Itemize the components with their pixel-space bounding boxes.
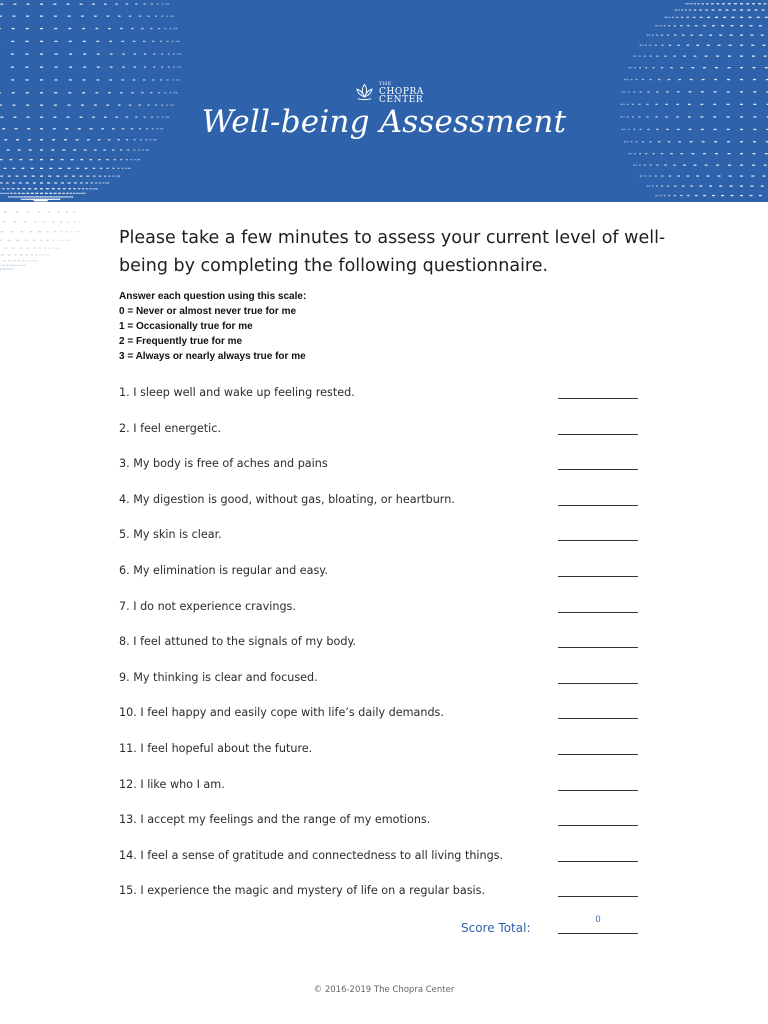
header-banner xyxy=(0,0,768,202)
chopra-center-logo xyxy=(354,80,424,104)
answer-blank[interactable] xyxy=(558,647,638,648)
scale-item-3: 3 = Always or nearly always true for me xyxy=(119,351,306,362)
question-row xyxy=(119,883,639,903)
answer-blank[interactable] xyxy=(558,540,638,541)
scale-item-1: 1 = Occasionally true for me xyxy=(119,321,253,332)
answer-blank[interactable] xyxy=(558,505,638,506)
answer-blank[interactable] xyxy=(558,398,638,399)
answer-blank[interactable] xyxy=(558,683,638,684)
answer-blank[interactable] xyxy=(558,718,638,719)
answer-blank[interactable] xyxy=(558,469,638,470)
question-text: 15. I experience the magic and mystery of life on a regular basis. xyxy=(119,884,486,898)
score-total-line xyxy=(558,933,638,934)
intro-text: Please take a few minutes to assess your current level of well-being by completing the following questionnaire. xyxy=(119,228,666,276)
question-row xyxy=(119,848,639,868)
question-row xyxy=(119,456,639,476)
question-text: 2. I feel energetic. xyxy=(119,421,221,435)
question-text: 8. I feel attuned to the signals of my body. xyxy=(119,635,357,649)
question-text: 12. I like who I am. xyxy=(119,777,225,791)
question-row xyxy=(119,741,639,761)
question-row xyxy=(119,563,639,583)
question-row xyxy=(119,527,639,547)
lotus-icon xyxy=(354,82,375,102)
score-total-label: Score Total: xyxy=(461,921,531,935)
question-text: 9. My thinking is clear and focused. xyxy=(119,670,318,684)
answer-blank[interactable] xyxy=(558,612,638,613)
question-text: 6. My elimination is regular and easy. xyxy=(119,564,328,577)
question-text: 11. I feel hopeful about the future. xyxy=(119,742,313,755)
logo-text-small: THE xyxy=(378,81,392,87)
question-text: 1. I sleep well and wake up feeling rested. xyxy=(119,386,355,399)
scale-item-0: 0 = Never or almost never true for me xyxy=(119,306,297,317)
answer-blank[interactable] xyxy=(558,790,638,791)
question-row xyxy=(119,634,639,654)
question-text: 7. I do not experience cravings. xyxy=(119,599,296,613)
rating-scale xyxy=(119,289,519,364)
question-text: 10. I feel happy and easily cope with life’s daily demands. xyxy=(119,706,444,720)
answer-blank[interactable] xyxy=(558,434,638,435)
answer-blank[interactable] xyxy=(558,861,638,862)
answer-blank[interactable] xyxy=(558,754,638,755)
question-text: 13. I accept my feelings and the range of my emotions. xyxy=(119,813,431,827)
question-row xyxy=(119,705,639,725)
question-text: 4. My digestion is good, without gas, bloating, or heartburn. xyxy=(119,492,455,506)
scale-item-2: 2 = Frequently true for me xyxy=(119,336,243,347)
question-row xyxy=(119,670,639,690)
question-row xyxy=(119,492,639,512)
question-row xyxy=(119,385,639,405)
question-text: 14. I feel a sense of gratitude and connectedness to all living things. xyxy=(119,848,504,862)
answer-blank[interactable] xyxy=(558,896,638,897)
copyright-footer: © 2016-2019 The Chopra Center xyxy=(313,985,455,995)
question-row xyxy=(119,812,639,832)
score-total-value[interactable]: 0 xyxy=(595,914,601,924)
logo-text-top: CHOPRA xyxy=(378,87,424,97)
question-row xyxy=(119,777,639,797)
page-title: Well-being Assessment xyxy=(201,104,567,140)
scale-heading: Answer each question using this scale: xyxy=(119,291,307,302)
question-row xyxy=(119,421,639,441)
logo-text-bottom: CENTER xyxy=(378,95,424,105)
question-text: 3. My body is free of aches and pains xyxy=(119,457,328,471)
answer-blank[interactable] xyxy=(558,576,638,577)
dotted-pattern-left xyxy=(0,202,80,282)
question-row xyxy=(119,599,639,619)
question-text: 5. My skin is clear. xyxy=(119,528,222,542)
answer-blank[interactable] xyxy=(558,825,638,826)
